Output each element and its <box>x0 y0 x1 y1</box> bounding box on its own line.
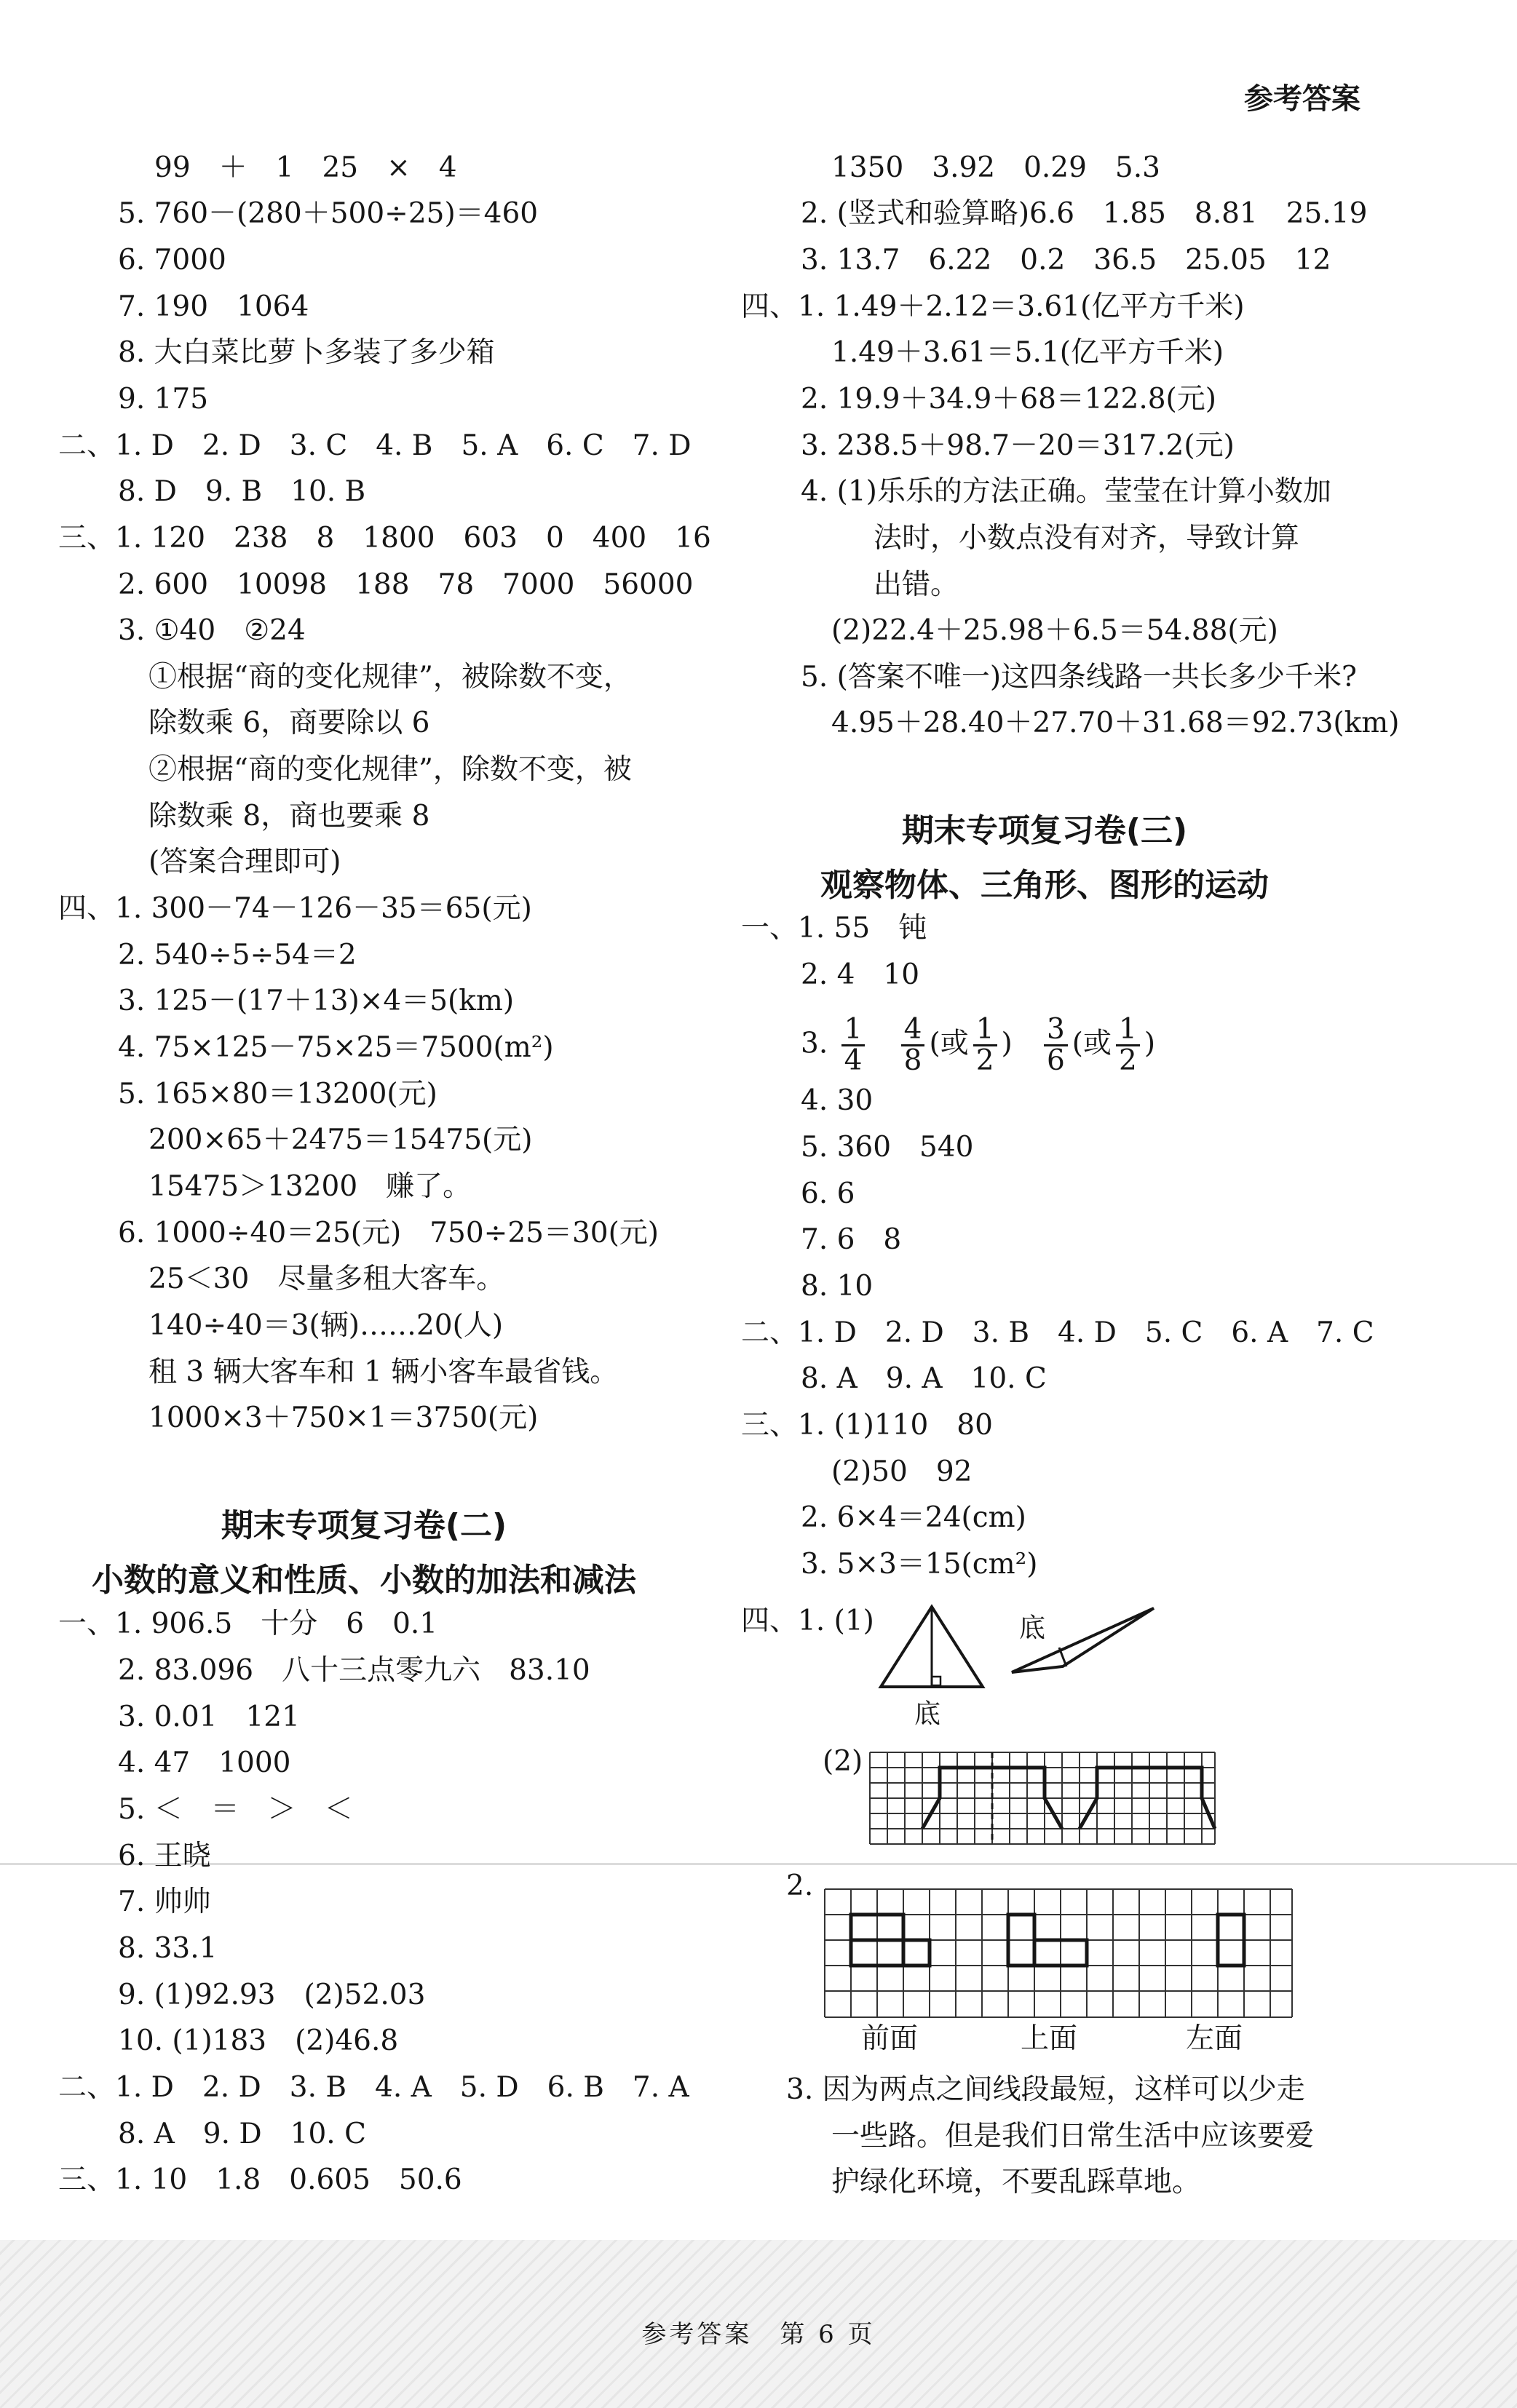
answer-line: 4. 30 <box>801 1084 874 1117</box>
views-grid <box>825 1889 1294 2019</box>
answer-line: 2. 4 10 <box>801 958 920 991</box>
answer-line: 5. 360 540 <box>801 1131 974 1164</box>
answer-line: 2. 6×4＝24(cm) <box>801 1501 1026 1534</box>
section-title: 期末专项复习卷(三) <box>901 812 1188 849</box>
answer-line: 2. 83.096 八十三点零九六 83.10 <box>118 1654 590 1687</box>
answer-line: 3. 125－(17＋13)×4＝5(km) <box>118 985 515 1017</box>
answer-line: 2. 540÷5÷54＝2 <box>118 939 357 971</box>
front-view-bottom <box>851 1940 930 1966</box>
corner-label: 参考答案 <box>1244 82 1360 116</box>
answer-line: 除数乘 6，商要除以 6 <box>148 707 430 739</box>
answer-line: 1350 3.92 0.29 5.3 <box>831 151 1160 184</box>
answer-line: 4. (1)乐乐的方法正确。莹莹在计算小数加 <box>801 475 1331 508</box>
sub-label: (2) <box>823 1745 863 1778</box>
answer-line: 3. 13.7 6.22 0.2 36.5 25.05 12 <box>801 244 1331 277</box>
answer-line: 三、1. 120 238 8 1800 603 0 400 16 <box>58 522 711 555</box>
answer-line: 护绿化环境，不要乱踩草地。 <box>831 2166 1201 2198</box>
answer-line: 5. ＜ ＝ ＞ ＜ <box>118 1793 353 1826</box>
answer-line: (2)22.4＋25.98＋6.5＝54.88(元) <box>831 614 1278 647</box>
answer-line: 2. 19.9＋34.9＋68＝122.8(元) <box>801 383 1216 416</box>
answer-line: 7. 6 8 <box>801 1223 902 1256</box>
answer-line: 4.95＋28.40＋27.70＋31.68＝92.73(km) <box>831 707 1400 739</box>
answer-line: 二、1. D 2. D 3. C 4. B 5. A 6. C 7. D <box>58 429 692 462</box>
answer-line: 二、1. D 2. D 3. B 4. D 5. C 6. A 7. C <box>741 1316 1374 1349</box>
answer-line: 3. 5×3＝15(cm²) <box>801 1548 1038 1581</box>
answer-line: 200×65＋2475＝15475(元) <box>148 1124 533 1156</box>
fraction: $\frac{1}{4}$ <box>841 1015 866 1076</box>
item-label: 2. <box>786 1869 814 1902</box>
view-label: 左面 <box>1186 2022 1243 2055</box>
answer-line: 法时，小数点没有对齐，导致计算 <box>874 522 1300 555</box>
fraction: $\frac{1}{2}$ <box>1116 1015 1140 1076</box>
answer-line: 2. (竖式和验算略)6.6 1.85 8.81 25.19 <box>801 197 1368 230</box>
answer-line: 四、1. (1) <box>741 1605 874 1637</box>
answer-line: 140÷40＝3(辆)……20(人) <box>148 1309 504 1342</box>
answer-line: 三、1. (1)110 80 <box>741 1409 993 1442</box>
answer-line: 1000×3＋750×1＝3750(元) <box>148 1402 539 1434</box>
symmetry-grid <box>870 1752 1219 1845</box>
answer-line: 9. (1)92.93 (2)52.03 <box>118 1979 426 2011</box>
answer-line: 3. 因为两点之间线段最短，这样可以少走 <box>786 2073 1305 2106</box>
answer-line: 3. 0.01 121 <box>118 1701 300 1733</box>
answer-line: 6. 1000÷40＝25(元) 750÷25＝30(元) <box>118 1217 660 1249</box>
answer-line: 四、1. 300－74－126－35＝65(元) <box>58 892 532 925</box>
answer-line: 出错。 <box>874 568 959 601</box>
answer-line: 7. 帅帅 <box>118 1886 211 1918</box>
answer-line: 三、1. 10 1.8 0.605 50.6 <box>58 2163 462 2196</box>
page-fold-shadow <box>0 1863 1517 1865</box>
answer-line: 3. 238.5＋98.7－20＝317.2(元) <box>801 429 1235 462</box>
view-label: 上面 <box>1021 2022 1078 2055</box>
answer-line: 15475＞13200 赚了。 <box>148 1170 472 1203</box>
answer-line: 四、1. 1.49＋2.12＝3.61(亿平方千米) <box>741 290 1245 323</box>
answer-line: 6. 王晓 <box>118 1840 211 1872</box>
section-subtitle: 小数的意义和性质、小数的加法和减法 <box>92 1562 636 1599</box>
base-label: 底 <box>914 1699 941 1729</box>
view-label: 前面 <box>861 2022 919 2055</box>
answer-line: 1.49＋3.61＝5.1(亿平方千米) <box>831 336 1224 369</box>
answer-line: 二、1. D 2. D 3. B 4. A 5. D 6. B 7. A <box>58 2071 689 2104</box>
answer-line: 25＜30 尽量多租大客车。 <box>148 1263 505 1295</box>
section-title: 期末专项复习卷(二) <box>221 1507 507 1544</box>
answer-line: 5. (答案不唯一)这四条线路一共长多少千米? <box>801 661 1357 694</box>
answer-line: 99 ＋ 1 25 × 4 <box>154 151 457 184</box>
answer-line: 10. (1)183 (2)46.8 <box>118 2024 399 2057</box>
answer-line: (2)50 92 <box>831 1455 973 1488</box>
answer-line: (答案合理即可) <box>148 846 341 878</box>
answer-line: ①根据“商的变化规律”，被除数不变， <box>148 661 632 694</box>
answer-line: 8. 10 <box>801 1270 874 1303</box>
answer-line: 8. 33.1 <box>118 1932 218 1965</box>
answer-line: 一、1. 906.5 十分 6 0.1 <box>58 1608 438 1640</box>
right-angle-mark <box>932 1677 940 1685</box>
answer-line: 9. 175 <box>118 383 209 416</box>
answer-line: 4. 75×125－75×25＝7500(m²) <box>118 1031 554 1064</box>
fraction: $\frac{1}{2}$ <box>973 1015 997 1076</box>
answer-line: ②根据“商的变化规律”，除数不变，被 <box>148 753 632 786</box>
answer-line: 3. ①40 ②24 <box>118 614 306 647</box>
answer-line: 8. 大白菜比萝卜多装了多少箱 <box>118 336 495 369</box>
answer-line: 除数乘 8，商也要乘 8 <box>148 800 430 833</box>
answer-line: 4. 47 1000 <box>118 1747 291 1779</box>
fraction: $\frac{3}{6}$ <box>1044 1015 1068 1076</box>
fraction-answer-line: 3. $\frac{1}{4}$ $\frac{4}{8}$ (或 $\frac{1}{2}$ ) $\frac{3}{6}$ (或 $\frac{1}{2}$ ) <box>801 1013 1156 1077</box>
answer-line: 8. A 9. A 10. C <box>801 1362 1047 1395</box>
answer-line: 8. D 9. B 10. B <box>118 475 366 508</box>
answer-line: 5. 165×80＝13200(元) <box>118 1078 437 1110</box>
answer-line: 一、1. 55 钝 <box>741 912 927 945</box>
answer-line: 5. 760－(280＋500÷25)＝460 <box>118 197 539 230</box>
answer-line: 8. A 9. D 10. C <box>118 2118 366 2150</box>
item-label: 3. <box>801 1027 828 1060</box>
page-footer: 参考答案 第 6 页 <box>641 2320 876 2349</box>
answer-line: 2. 600 10098 188 78 7000 56000 <box>118 568 694 601</box>
section-subtitle: 观察物体、三角形、图形的运动 <box>820 867 1269 904</box>
fraction: $\frac{4}{8}$ <box>901 1015 925 1076</box>
answer-line: 6. 6 <box>801 1177 855 1210</box>
answer-line: 一些路。但是我们日常生活中应该要爱 <box>831 2120 1315 2153</box>
answer-line: 7. 190 1064 <box>118 290 309 323</box>
answer-line: 6. 7000 <box>118 244 226 277</box>
base-label: 底 <box>1019 1613 1046 1643</box>
answer-line: 租 3 辆大客车和 1 辆小客车最省钱。 <box>148 1356 619 1388</box>
